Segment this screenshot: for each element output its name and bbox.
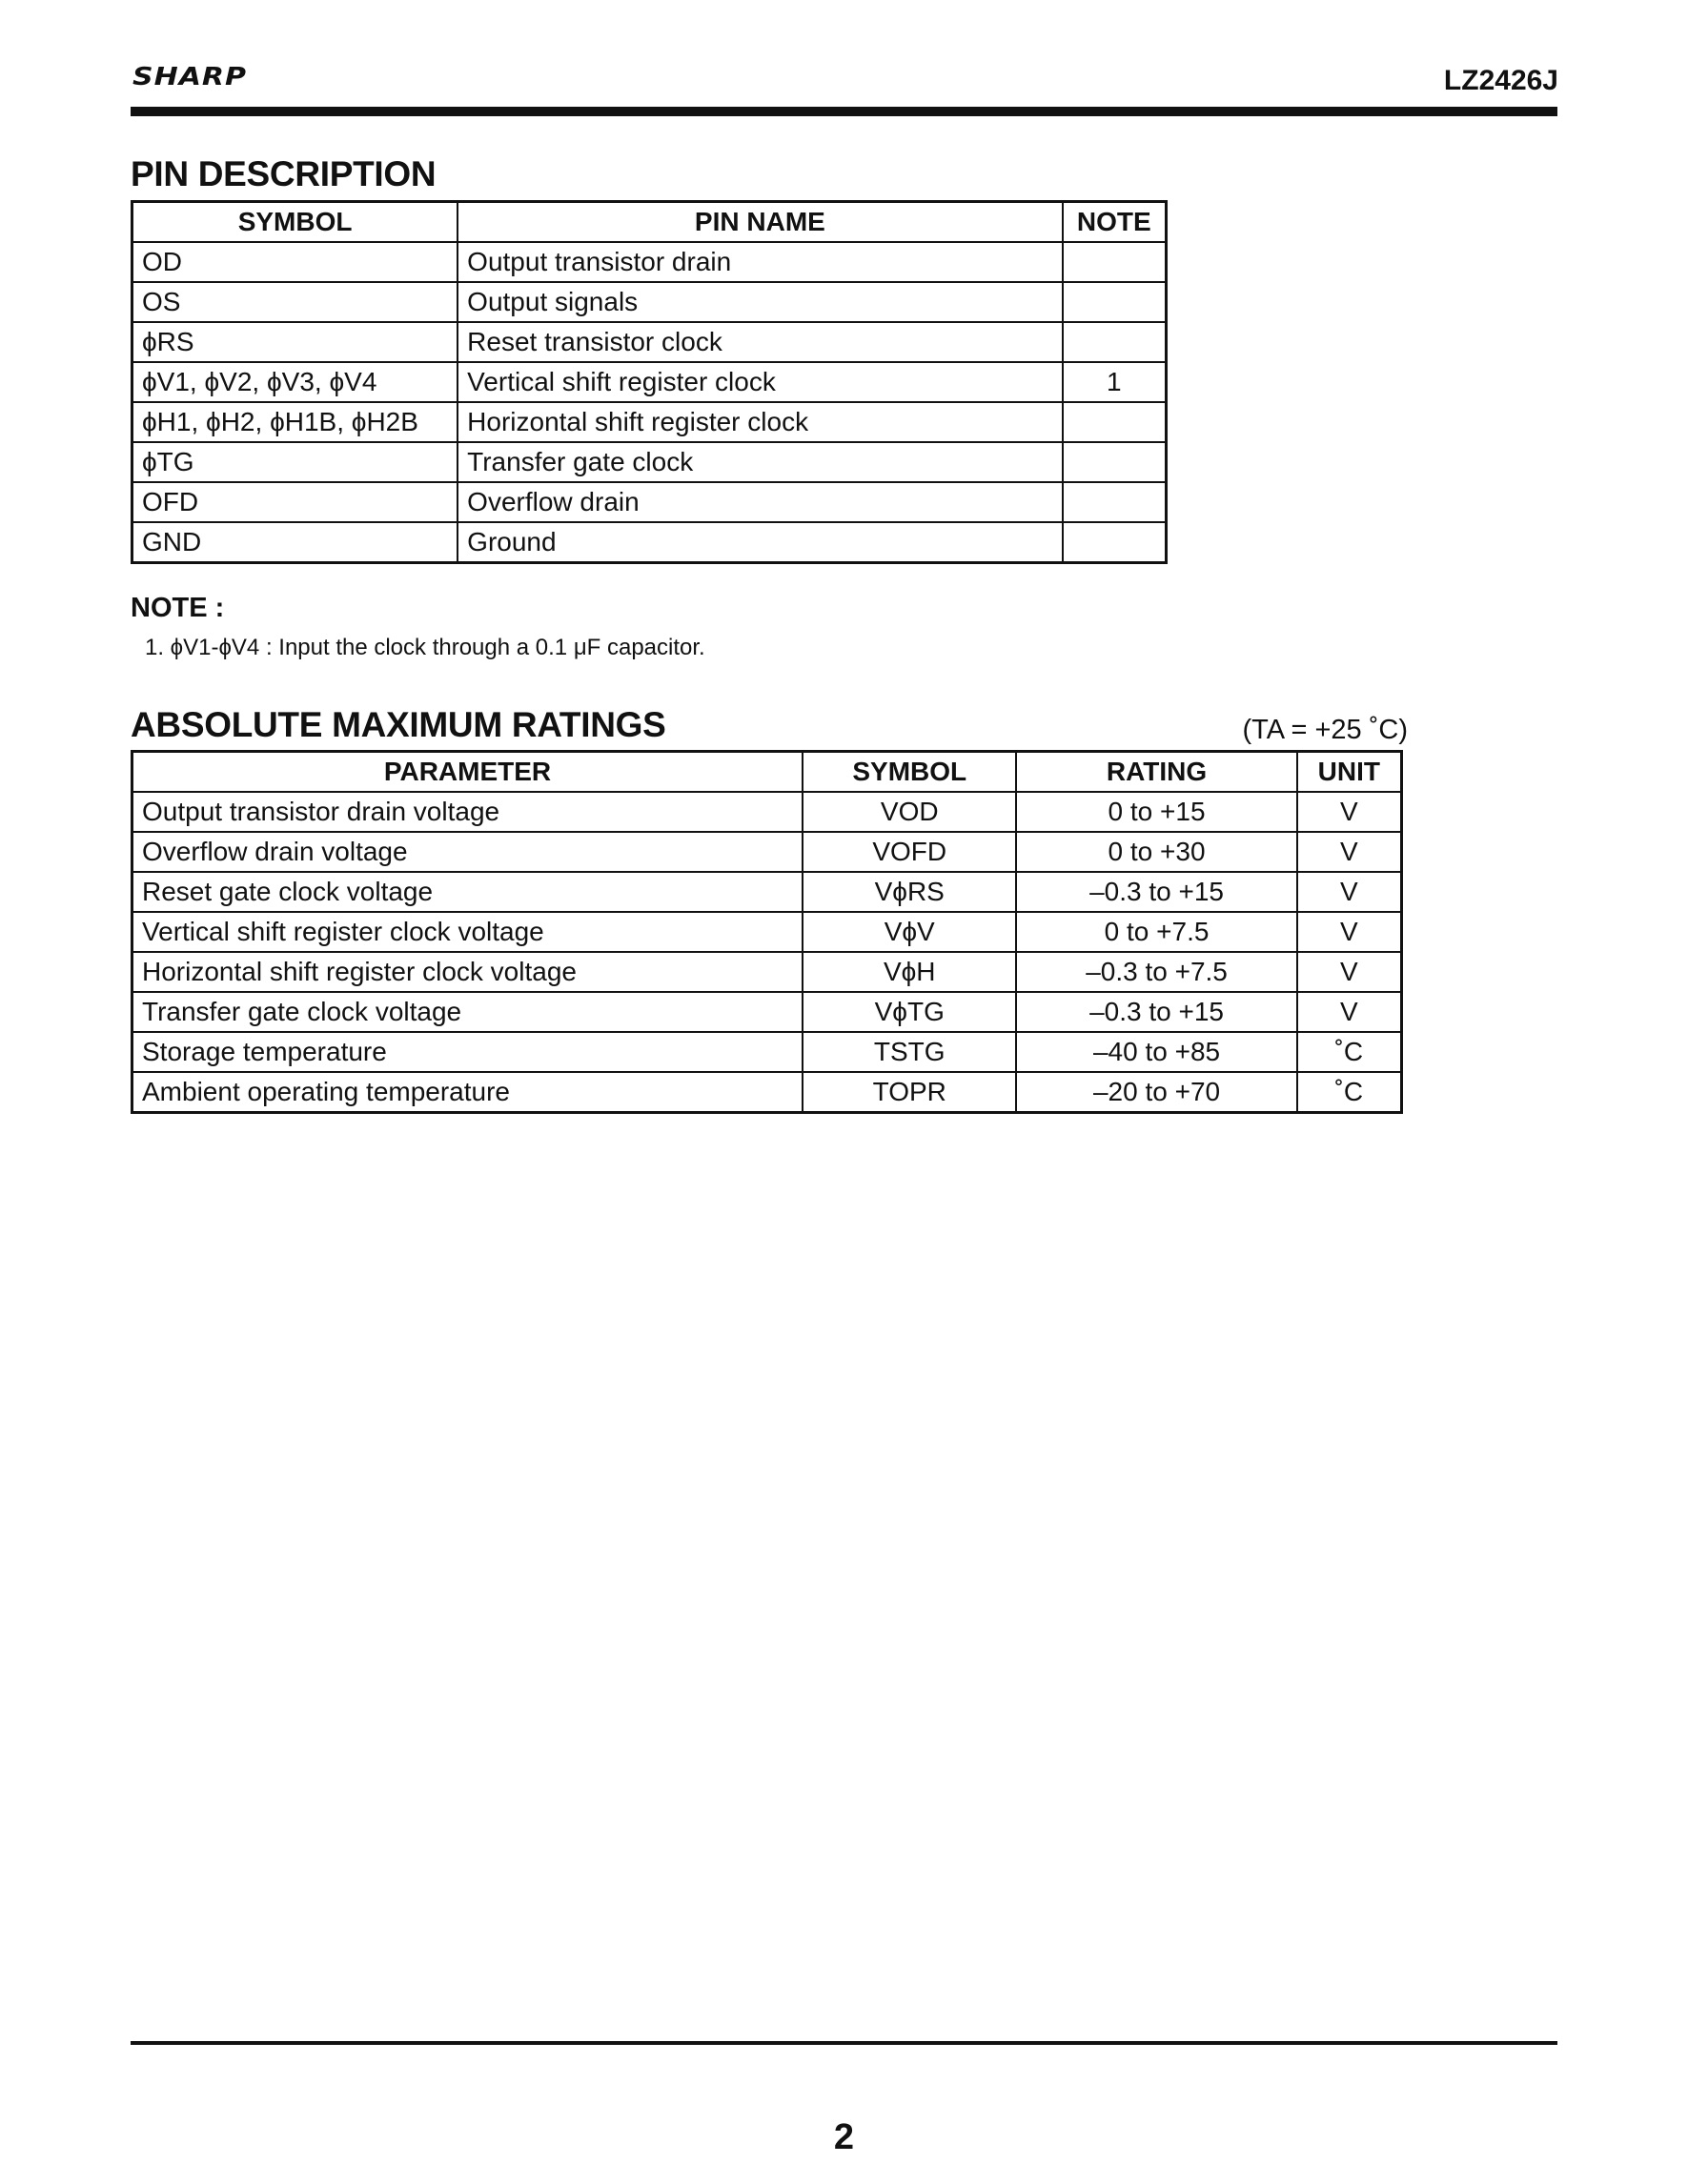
note-heading: NOTE :	[131, 593, 225, 623]
pin-symbol-cell: OD	[132, 242, 458, 282]
table-row	[132, 402, 1167, 442]
table-row	[132, 1032, 1402, 1072]
column-header: NOTE	[1063, 202, 1167, 243]
table-row	[132, 832, 1402, 872]
pin-symbol-cell: ϕTG	[132, 442, 458, 482]
unit-cell: V	[1297, 792, 1402, 832]
rating-cell: –20 to +70	[1016, 1072, 1296, 1113]
document-id: LZ2426J	[1443, 65, 1558, 96]
symbol-cell: VϕH	[803, 952, 1016, 992]
parameter-cell: Ambient operating temperature	[132, 1072, 803, 1113]
pin-symbol-cell: GND	[132, 522, 458, 563]
table-row	[132, 1072, 1402, 1113]
symbol-cell: VOD	[803, 792, 1016, 832]
column-header: PIN NAME	[458, 202, 1062, 243]
parameter-cell: Overflow drain voltage	[132, 832, 803, 872]
parameter-cell: Output transistor drain voltage	[132, 792, 803, 832]
pin-note-cell	[1063, 442, 1167, 482]
absolute-max-table	[131, 750, 1403, 1114]
symbol-cell: VϕRS	[803, 872, 1016, 912]
column-header: UNIT	[1297, 752, 1402, 793]
unit-cell: V	[1297, 872, 1402, 912]
pin-note-cell	[1063, 242, 1167, 282]
pin-symbol-cell: ϕV1, ϕV2, ϕV3, ϕV4	[132, 362, 458, 402]
pin-description-table	[131, 200, 1168, 564]
column-header: PARAMETER	[132, 752, 803, 793]
pin-note-cell	[1063, 482, 1167, 522]
pin-name-cell: Output signals	[458, 282, 1062, 322]
page-number: 2	[833, 2117, 855, 2157]
pin-name-cell: Vertical shift register clock	[458, 362, 1062, 402]
pin-symbol-cell: OS	[132, 282, 458, 322]
table-row	[132, 952, 1402, 992]
rating-cell: –0.3 to +15	[1016, 872, 1296, 912]
column-header: RATING	[1016, 752, 1296, 793]
pin-description-heading: PIN DESCRIPTION	[131, 154, 437, 193]
table-row	[132, 242, 1167, 282]
symbol-cell: TSTG	[803, 1032, 1016, 1072]
rating-cell: –40 to +85	[1016, 1032, 1296, 1072]
rating-cell: –0.3 to +7.5	[1016, 952, 1296, 992]
column-header: SYMBOL	[803, 752, 1016, 793]
unit-cell: ˚C	[1297, 1072, 1402, 1113]
table-header-row	[132, 752, 1402, 793]
unit-cell: V	[1297, 992, 1402, 1032]
unit-cell: V	[1297, 912, 1402, 952]
rating-cell: –0.3 to +15	[1016, 992, 1296, 1032]
parameter-cell: Transfer gate clock voltage	[132, 992, 803, 1032]
pin-note-cell: 1	[1063, 362, 1167, 402]
brand-logo: SHARP	[132, 63, 248, 91]
unit-cell: V	[1297, 952, 1402, 992]
pin-name-cell: Transfer gate clock	[458, 442, 1062, 482]
rating-cell: 0 to +30	[1016, 832, 1296, 872]
note-text: 1. ϕV1-ϕV4 : Input the clock through a 0.1 μF capacitor.	[145, 635, 705, 660]
table-row	[132, 912, 1402, 952]
pin-note-cell	[1063, 282, 1167, 322]
pin-name-cell: Output transistor drain	[458, 242, 1062, 282]
header-rule	[131, 107, 1557, 116]
table-row	[132, 362, 1167, 402]
parameter-cell: Horizontal shift register clock voltage	[132, 952, 803, 992]
unit-cell: V	[1297, 832, 1402, 872]
pin-note-cell	[1063, 402, 1167, 442]
rating-cell: 0 to +7.5	[1016, 912, 1296, 952]
parameter-cell: Storage temperature	[132, 1032, 803, 1072]
table-row	[132, 872, 1402, 912]
pin-name-cell: Ground	[458, 522, 1062, 563]
pin-name-cell: Overflow drain	[458, 482, 1062, 522]
table-row	[132, 442, 1167, 482]
column-header: SYMBOL	[132, 202, 458, 243]
symbol-cell: VOFD	[803, 832, 1016, 872]
table-row	[132, 992, 1402, 1032]
table-row	[132, 482, 1167, 522]
absolute-max-heading: ABSOLUTE MAXIMUM RATINGS	[131, 705, 666, 744]
table-row	[132, 322, 1167, 362]
parameter-cell: Vertical shift register clock voltage	[132, 912, 803, 952]
symbol-cell: VϕTG	[803, 992, 1016, 1032]
pin-note-cell	[1063, 522, 1167, 563]
table-header-row	[132, 202, 1167, 243]
pin-symbol-cell: ϕH1, ϕH2, ϕH1B, ϕH2B	[132, 402, 458, 442]
pin-symbol-cell: OFD	[132, 482, 458, 522]
footer-rule	[131, 2041, 1557, 2045]
pin-note-cell	[1063, 322, 1167, 362]
symbol-cell: TOPR	[803, 1072, 1016, 1113]
table-row	[132, 522, 1167, 563]
symbol-cell: VϕV	[803, 912, 1016, 952]
temperature-condition: (TA = +25 ˚C)	[1242, 715, 1408, 745]
table-row	[132, 792, 1402, 832]
pin-name-cell: Horizontal shift register clock	[458, 402, 1062, 442]
parameter-cell: Reset gate clock voltage	[132, 872, 803, 912]
unit-cell: ˚C	[1297, 1032, 1402, 1072]
pin-name-cell: Reset transistor clock	[458, 322, 1062, 362]
rating-cell: 0 to +15	[1016, 792, 1296, 832]
table-row	[132, 282, 1167, 322]
pin-symbol-cell: ϕRS	[132, 322, 458, 362]
